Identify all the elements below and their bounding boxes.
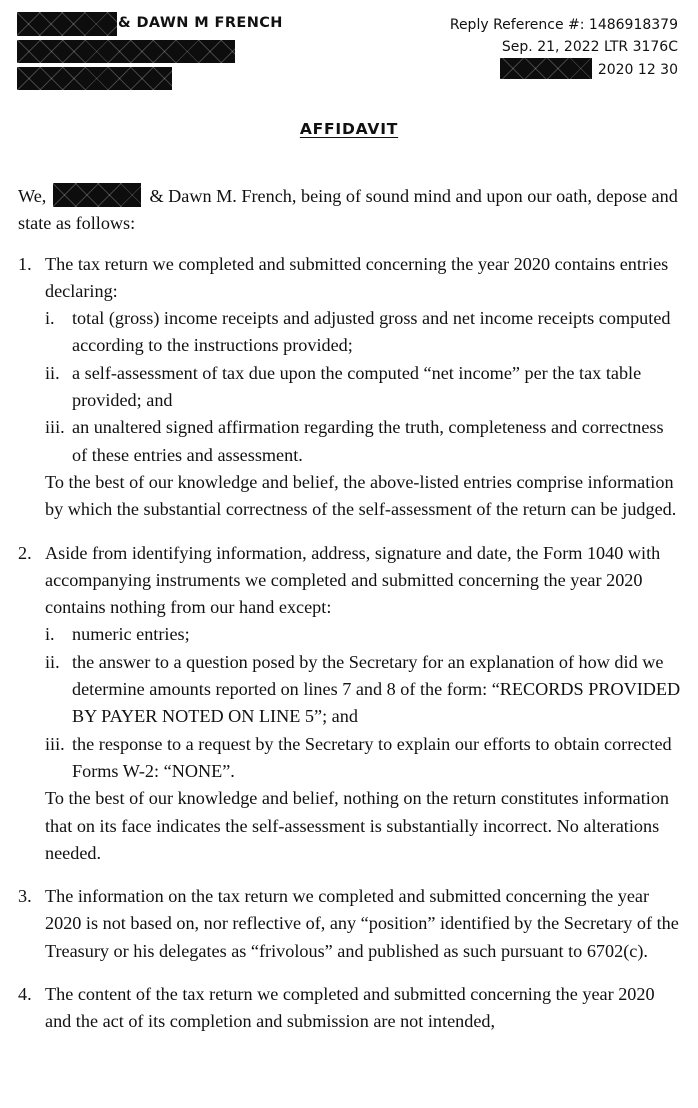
- affidavit-item-3: [18, 883, 682, 965]
- redacted-ssn: [500, 58, 592, 79]
- redacted-name: [17, 12, 117, 36]
- item-text: The tax return we completed and submitted concerning the year 2020 contains entries declaring:: [45, 253, 669, 301]
- redacted-address-line-2: [17, 67, 172, 90]
- item-number: 1.: [18, 253, 32, 274]
- item-number: 2.: [18, 542, 32, 563]
- intro-text: & Dawn M. French, being of sound mind and upon our oath, depose and state as follows:: [18, 186, 678, 234]
- tax-period: 2020 12 30: [597, 62, 678, 78]
- sub-item-number: i.: [45, 624, 55, 645]
- item-text: The content of the tax return we completed and submitted concerning the year 2020 and the act of its completion and submission are not intended,: [45, 984, 655, 1032]
- item-number: 3.: [18, 886, 32, 907]
- sub-item-text: the response to a request by the Secretary to explain our efforts to obtain corrected Forms W-2: “NONE”.: [72, 733, 672, 781]
- affidavit-item-4: [18, 981, 682, 1036]
- affidavit-item-1: [18, 251, 682, 524]
- sub-item: [45, 621, 682, 648]
- intro-paragraph: [18, 183, 682, 238]
- sub-item-number: iii.: [45, 417, 65, 438]
- affidavit-body: [18, 183, 682, 1052]
- reference-block: [450, 15, 678, 82]
- redacted-name-inline: [53, 183, 141, 207]
- letter-date-line: Sep. 21, 2022 LTR 3176C: [501, 38, 678, 55]
- taxpayer-names: & DAWN M FRENCH: [118, 15, 283, 31]
- intro-prefix: We,: [18, 186, 47, 206]
- item-text: The information on the tax return we completed and submitted concerning the year 2020 is not based on, nor reflective of, any “position” identified by the Secretary of the Treasury or his delegates as “frivolous” and published as such pursuant to 6702(c).: [45, 886, 679, 961]
- sub-item-text: the answer to a question posed by the Secretary for an explanation of how did we determine amounts reported on lines 7 and 8 of the form: “RECORDS PROVIDED BY PAYER NOTED ON LINE 5”; and: [72, 651, 681, 727]
- item-number: 4.: [18, 984, 32, 1005]
- sub-item-text: an unaltered signed affirmation regarding the truth, completeness and correctness of these entries and assessment.: [72, 417, 664, 465]
- sub-item: [45, 731, 682, 786]
- affidavit-item-2: [18, 540, 682, 868]
- document-title: AFFIDAVIT: [299, 120, 399, 138]
- sub-item: [45, 414, 682, 469]
- sub-item: [45, 649, 682, 731]
- reply-reference: Reply Reference #: 1486918379: [449, 17, 678, 33]
- sub-item: [45, 360, 682, 415]
- sub-item-text: numeric entries;: [72, 624, 190, 645]
- item-closing: To the best of our knowledge and belief, nothing on the return constitutes information that on its face indicates the self-assessment is substantially incorrect. No alterations needed.: [45, 788, 670, 863]
- sub-item-text: total (gross) income receipts and adjusted gross and net income receipts computed according to the instructions provided;: [72, 308, 671, 356]
- sub-item-number: ii.: [45, 651, 60, 672]
- sub-item: [45, 305, 682, 360]
- item-closing: To the best of our knowledge and belief, the above-listed entries comprise information by which the substantial correctness of the self-assessment of the return can be judged.: [45, 471, 677, 520]
- sub-item-number: iii.: [45, 733, 65, 754]
- sub-item-number: i.: [45, 308, 55, 329]
- item-text: Aside from identifying information, address, signature and date, the Form 1040 with accompanying instruments we completed and submitted concerning the year 2020 contains nothing from our hand except:: [45, 542, 661, 618]
- sub-item-text: a self-assessment of tax due upon the computed “net income” per the tax table provided; and: [72, 362, 642, 411]
- tax-period-line: [450, 58, 678, 82]
- sub-item-number: ii.: [45, 362, 60, 383]
- redacted-address-line-1: [17, 40, 235, 63]
